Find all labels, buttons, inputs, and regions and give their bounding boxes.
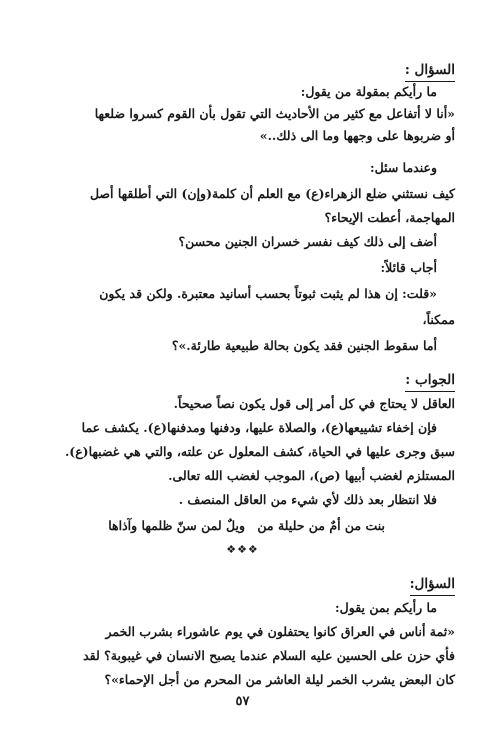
answer-line: فإن إخفاء تشييعها(ع)، والصلاة عليها، ودفنها ومدفنها(ع). يكشف عما (81, 420, 437, 435)
question-line: أجاب قائلاً: (380, 260, 437, 275)
question-line: المهاجمة، أعطت الإيحاء؟ (324, 210, 455, 225)
question-line: أضف إلى ذلك كيف نفسر خسران الجنين محسن؟ (178, 234, 437, 249)
quote-line: كان البعض يشرب الخمر ليلة العاشر من المحرم من أجل الإحماء»؟ (104, 672, 455, 687)
verse-right-hemistich: بنت من أمٌ من حليلة من (257, 518, 385, 533)
question-line: كيف نستثني ضلع الزهراء(ع) مع العلم أن كلمة(وإن) التي أطلقها أصل (89, 186, 455, 201)
quote-line: «أنا لا أتفاعل مع كثير من الأحاديث التي تقول بأن القوم كسروا ضلعها (94, 106, 455, 121)
question-line: ما رأيكم بمقولة من يقول: (300, 84, 437, 99)
page-number: ٥٧ (235, 694, 250, 709)
quote-line: أو ضربوها على وجهها وما الى ذلك..» (259, 128, 455, 143)
answer-heading: الجواب : (405, 370, 455, 392)
answer-line: المستلزم لغضب أبيها (ص)، الموجب لغضب الله تعالى. (168, 468, 455, 483)
question-heading-2: السؤال: (410, 574, 455, 596)
quote-line: ممكناً، (422, 312, 455, 327)
quote-line: «قلت: إن هذا لم يثبت ثبوتاً بحسب أسانيد معتبرة. ولكن قد يكون (99, 286, 437, 301)
answer-line: العاقل لا يحتاج في كل أمر إلى قول يكون نصاً صحيحاً. (173, 396, 455, 411)
quote-line: «ثمة أناس في العراق كانوا يحتفلون في يوم عاشوراء بشرب الخمر (105, 624, 455, 639)
answer-line: سبق وجرى عليها في الحياة، كشف المعلول عن علته، والتي هي غضبها(ع). (64, 444, 455, 459)
quote-line: فأي حزن على الحسين عليه السلام عندما يصبح الانسان في غيبوبة؟ لقد (83, 648, 455, 663)
question-line: وعندما سئل: (369, 160, 437, 175)
verse-left-hemistich: ويلٌ لمن سنّ ظلمها وآذاها (108, 518, 245, 533)
quote-line: أما سقوط الجنين فقد يكون بحالة طبيعية طارئة.»؟ (171, 338, 437, 353)
answer-line: فلا انتظار بعد ذلك لأي شيء من العاقل المنصف . (178, 492, 437, 507)
question-line: ما رأيكم بمن يقول: (335, 600, 437, 615)
section-separator: ❖❖❖ (226, 543, 259, 556)
question-heading-1: السؤال : (405, 60, 455, 82)
